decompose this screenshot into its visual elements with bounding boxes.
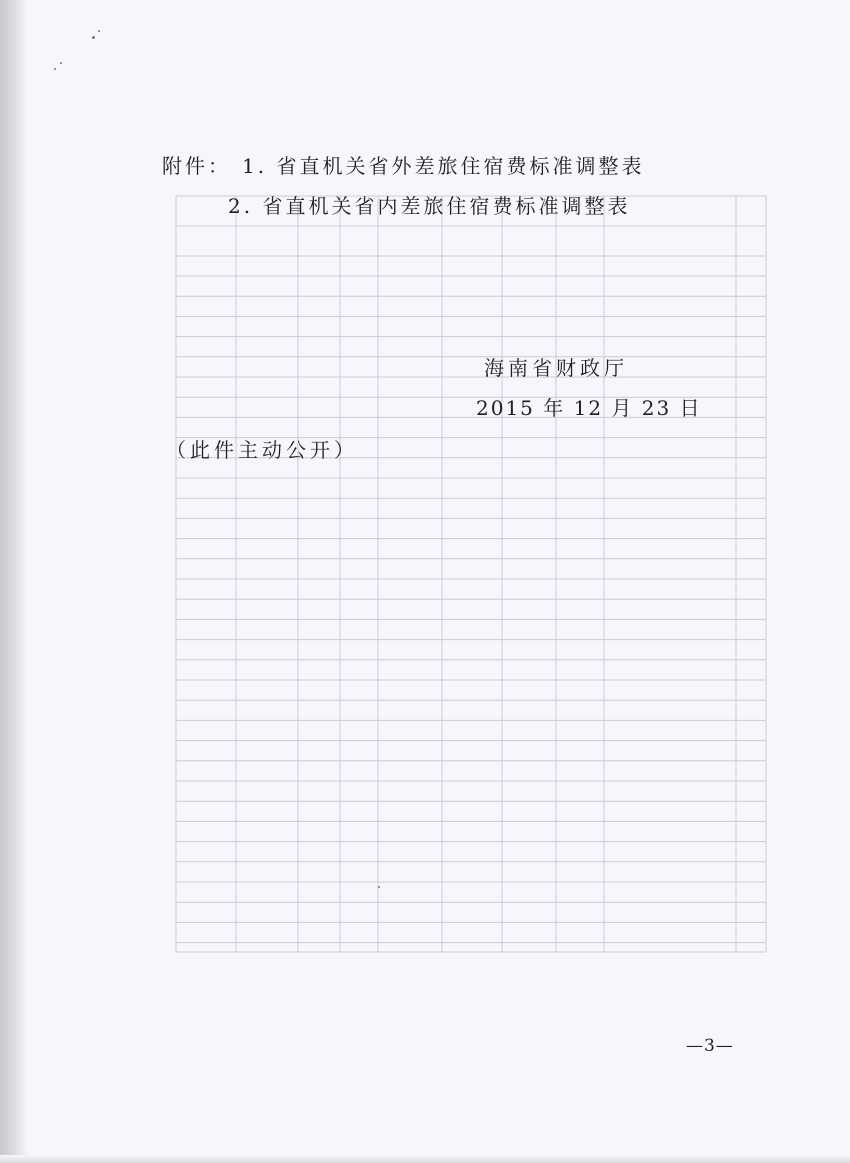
scan-speck [54,68,56,70]
scan-bottom-edge [0,1155,850,1163]
issuing-organization: 海南省财政厅 [484,356,628,380]
attachment-item-1: 1. 省直机关省外差旅住宿费标准调整表 [242,154,645,178]
scan-speck [60,62,62,64]
issue-date: 2015 年 12 月 23 日 [476,396,702,420]
attachment-item-2: 2. 省直机关省内差旅住宿费标准调整表 [228,194,631,218]
scan-left-edge [0,0,26,1163]
disclosure-note: （此件主动公开） [166,438,358,462]
page-number: —3— [686,1036,734,1056]
scan-speck [98,30,100,32]
scan-speck [92,36,95,39]
scan-speck [378,886,380,888]
attachments-label: 附件： [162,154,231,178]
